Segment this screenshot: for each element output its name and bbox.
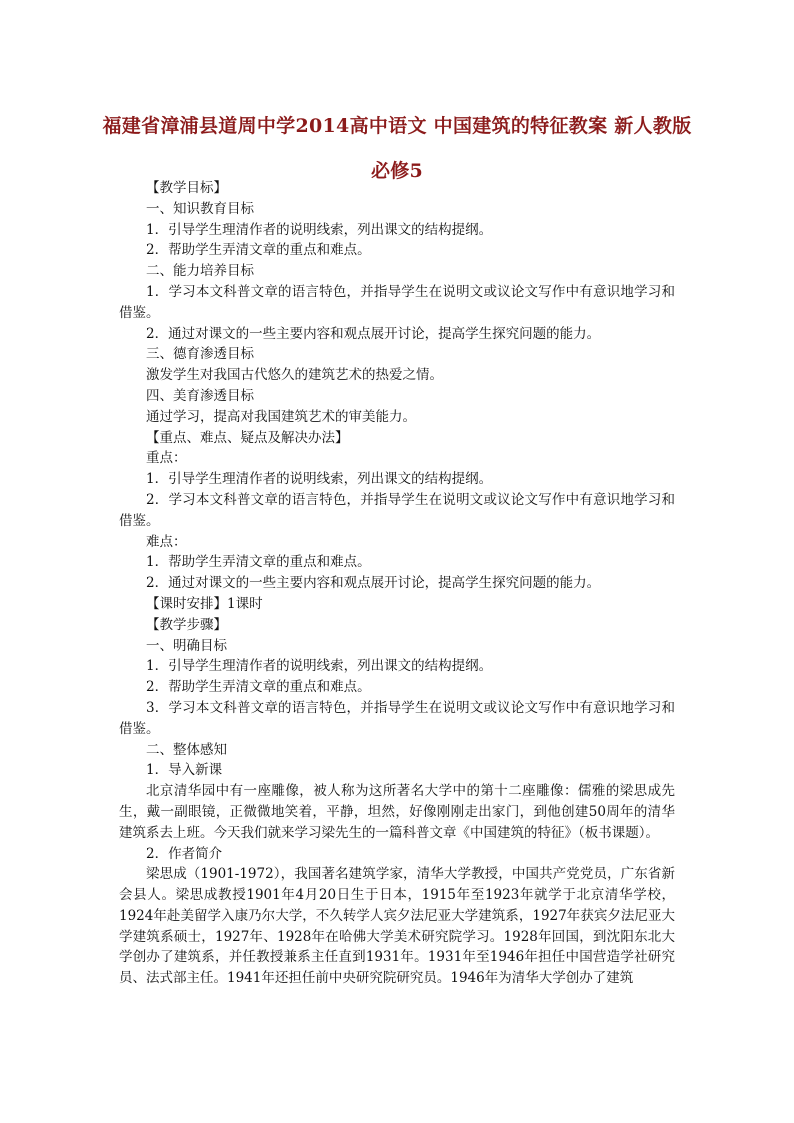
list-item: 2．通过对课文的一些主要内容和观点展开讨论，提高学生探究问题的能力。 <box>146 325 601 342</box>
list-item: 1．学习本文科普文章的语言特色，并指导学生在说明文或议论文写作中有意识地学习和借鉴。 <box>119 283 675 321</box>
list-item: 2．学习本文科普文章的语言特色，并指导学生在说明文或议论文写作中有意识地学习和借鉴。 <box>119 491 675 529</box>
subheading: 二、能力培养目标 <box>146 263 254 280</box>
paragraph: 北京清华园中有一座雕像，被人称为这所著名大学中的第十二座雕像：儒雅的梁思成先生，戴一副眼镜，正微微地笑着，平静，坦然，好像刚刚走出家门，到他创建50周年的清华建筑系去上班。今天我们就来学习梁先生的一篇科普文章《中国建筑的特征》（板书课题）。 <box>119 783 675 841</box>
list-item: 2．帮助学生弄清文章的重点和难点。 <box>146 242 371 259</box>
subheading: 三、德育渗透目标 <box>146 346 254 363</box>
list-item: 1．引导学生理清作者的说明线索，列出课文的结构提纲。 <box>146 221 493 238</box>
subheading: 一、知识教育目标 <box>146 200 254 217</box>
subheading: 二、整体感知 <box>146 741 227 758</box>
list-item: 1．引导学生理清作者的说明线索，列出课文的结构提纲。 <box>146 471 493 488</box>
section-heading: 【重点、难点、疑点及解决办法】 <box>146 429 349 446</box>
label: 难点： <box>146 533 187 550</box>
paragraph: 激发学生对我国古代悠久的建筑艺术的热爱之情。 <box>146 367 443 384</box>
section-heading: 【课时安排】1课时 <box>146 595 263 612</box>
list-item: 2．帮助学生弄清文章的重点和难点。 <box>146 679 371 696</box>
list-item: 1．引导学生理清作者的说明线索，列出课文的结构提纲。 <box>146 658 493 675</box>
document-title: 福建省漳浦县道周中学2014高中语文 中国建筑的特征教案 新人教版必修5 <box>102 115 692 182</box>
label: 重点： <box>146 450 187 467</box>
paragraph: 通过学习，提高对我国建筑艺术的审美能力。 <box>146 408 416 425</box>
subheading: 一、明确目标 <box>146 637 227 654</box>
list-item: 2．通过对课文的一些主要内容和观点展开讨论，提高学生探究问题的能力。 <box>146 575 601 592</box>
list-item: 2．作者简介 <box>146 845 223 862</box>
list-item: 3．学习本文科普文章的语言特色，并指导学生在说明文或议论文写作中有意识地学习和借鉴。 <box>119 699 675 737</box>
list-item: 1．导入新课 <box>146 762 223 779</box>
section-heading: 【教学步骤】 <box>146 616 227 633</box>
paragraph: 梁思成（1901-1972），我国著名建筑学家，清华大学教授，中国共产党党员，广东省新会县人。梁思成教授1901年4月20日生于日本，1915年至1923年就学于北京清华学校，1924年赴美留学入康乃尔大学，不久转学人宾夕法尼亚大学建筑系，1927年获宾夕法尼亚大学建筑系硕士，1927年、1928年在哈佛大学美术研究院学习。1928年回国，到沈阳东北大学创办了建筑系，并任教授兼系主任直到1931年。1931年至1946年担任中国营造学社研究员、法式部主任。1941年还担任前中央研究院研究员。1946年为清华大学创办了建筑 <box>119 866 675 987</box>
subheading: 四、美育渗透目标 <box>146 387 254 404</box>
list-item: 1．帮助学生弄清文章的重点和难点。 <box>146 554 371 571</box>
section-heading: 【教学目标】 <box>146 180 227 196</box>
document-body <box>119 178 675 989</box>
